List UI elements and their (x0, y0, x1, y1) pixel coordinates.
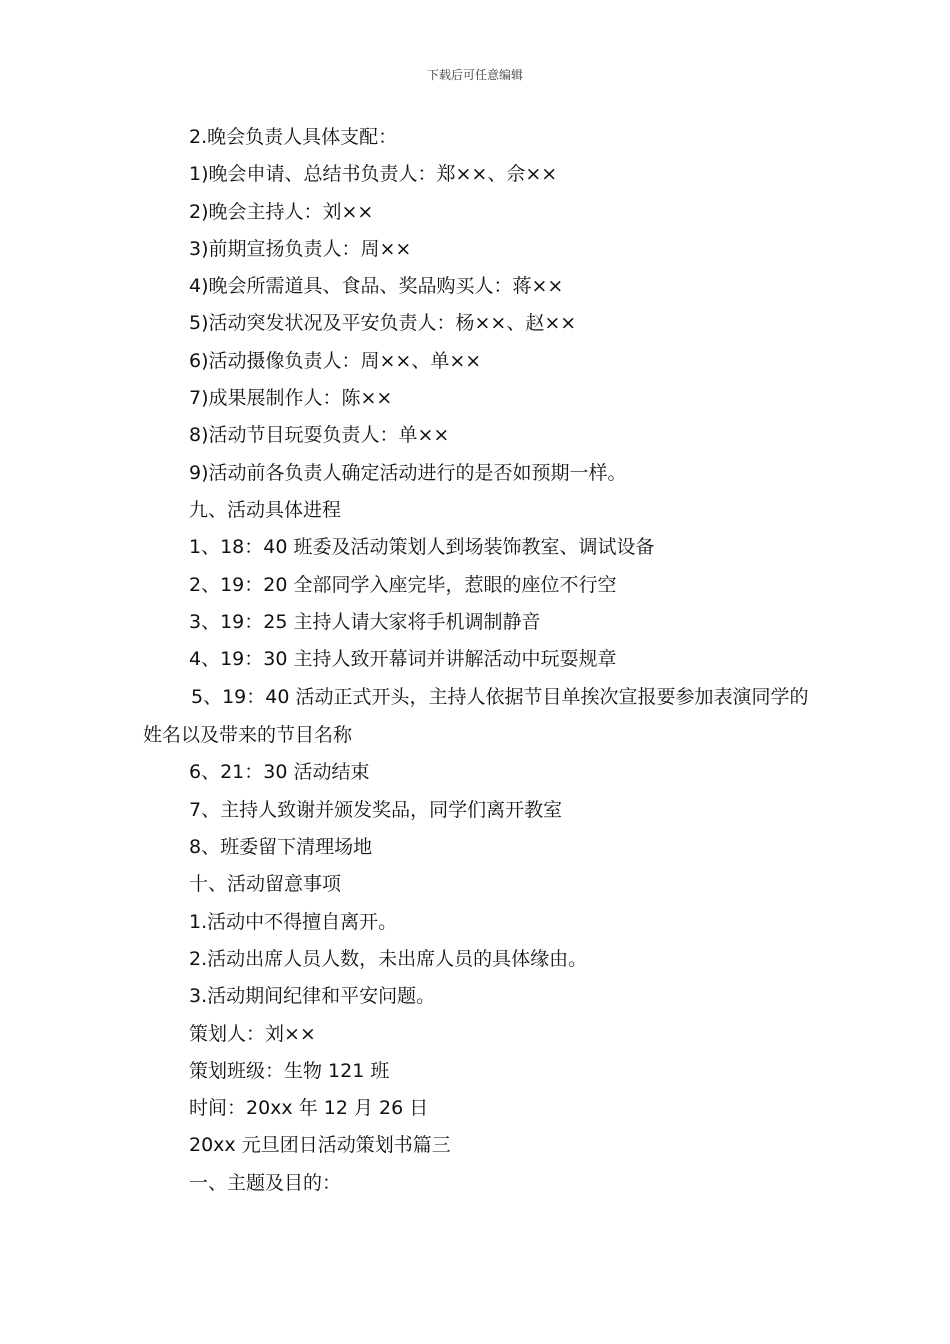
paragraph: 策划人：刘×× (189, 1022, 316, 1045)
paragraph: 7)成果展制作人：陈×× (189, 387, 393, 410)
paragraph: 4、19：30 主持人致开幕词并讲解活动中玩耍规章 (189, 648, 617, 671)
paragraph: 4)晚会所需道具、食品、奖品购买人：蒋×× (189, 275, 564, 298)
paragraph: 3、19：25 主持人请大家将手机调制静音 (189, 610, 541, 633)
paragraph: 8)活动节目玩耍负责人：单×× (189, 424, 450, 447)
paragraph: 3)前期宣扬负责人：周×× (189, 237, 412, 260)
paragraph: 7、主持人致谢并颁发奖品，同学们离开教室 (189, 798, 563, 821)
paragraph: 2)晚会主持人：刘×× (189, 200, 374, 223)
paragraph: 1.活动中不得擅自离开。 (189, 910, 398, 933)
page-header: 下载后可任意编辑 (426, 68, 523, 82)
section-heading: 十、活动留意事项 (189, 873, 342, 896)
paragraph: 策划班级：生物 121 班 (189, 1059, 390, 1082)
paragraph: 6)活动摄像负责人：周××、单×× (189, 349, 482, 372)
paragraph: 时间：20xx 年 12 月 26 日 (189, 1097, 429, 1120)
paragraph: 9)活动前各负责人确定活动进行的是否如预期一样。 (189, 461, 627, 484)
paragraph: 8、班委留下清理场地 (189, 836, 373, 859)
paragraph: 2、19：20 全部同学入座完毕，惹眼的座位不行空 (189, 573, 617, 596)
paragraph: 20xx 元旦团日活动策划书篇三 (189, 1134, 451, 1157)
paragraph: 1、18：40 班委及活动策划人到场装饰教室、调试设备 (189, 536, 655, 559)
paragraph: 2.晚会负责人具体支配： (189, 126, 398, 148)
paragraph: 5)活动突发状况及平安负责人：杨××、赵×× (189, 312, 577, 335)
paragraph: 5、19：40 活动正式开头，主持人依据节目单挨次宣报要参加表演同学的姓名以及带来的节目名称 (143, 686, 809, 747)
paragraph: 2.活动出席人员人数，未出席人员的具体缘由。 (189, 947, 588, 970)
document-body (143, 119, 823, 1202)
paragraph: 3.活动期间纪律和平安问题。 (189, 985, 436, 1008)
section-heading: 一、主题及目的： (189, 1171, 342, 1194)
section-heading: 九、活动具体进程 (189, 498, 342, 521)
paragraph: 1)晚会申请、总结书负责人：郑××、佘×× (189, 163, 558, 186)
paragraph: 6、21：30 活动结束 (189, 761, 370, 784)
